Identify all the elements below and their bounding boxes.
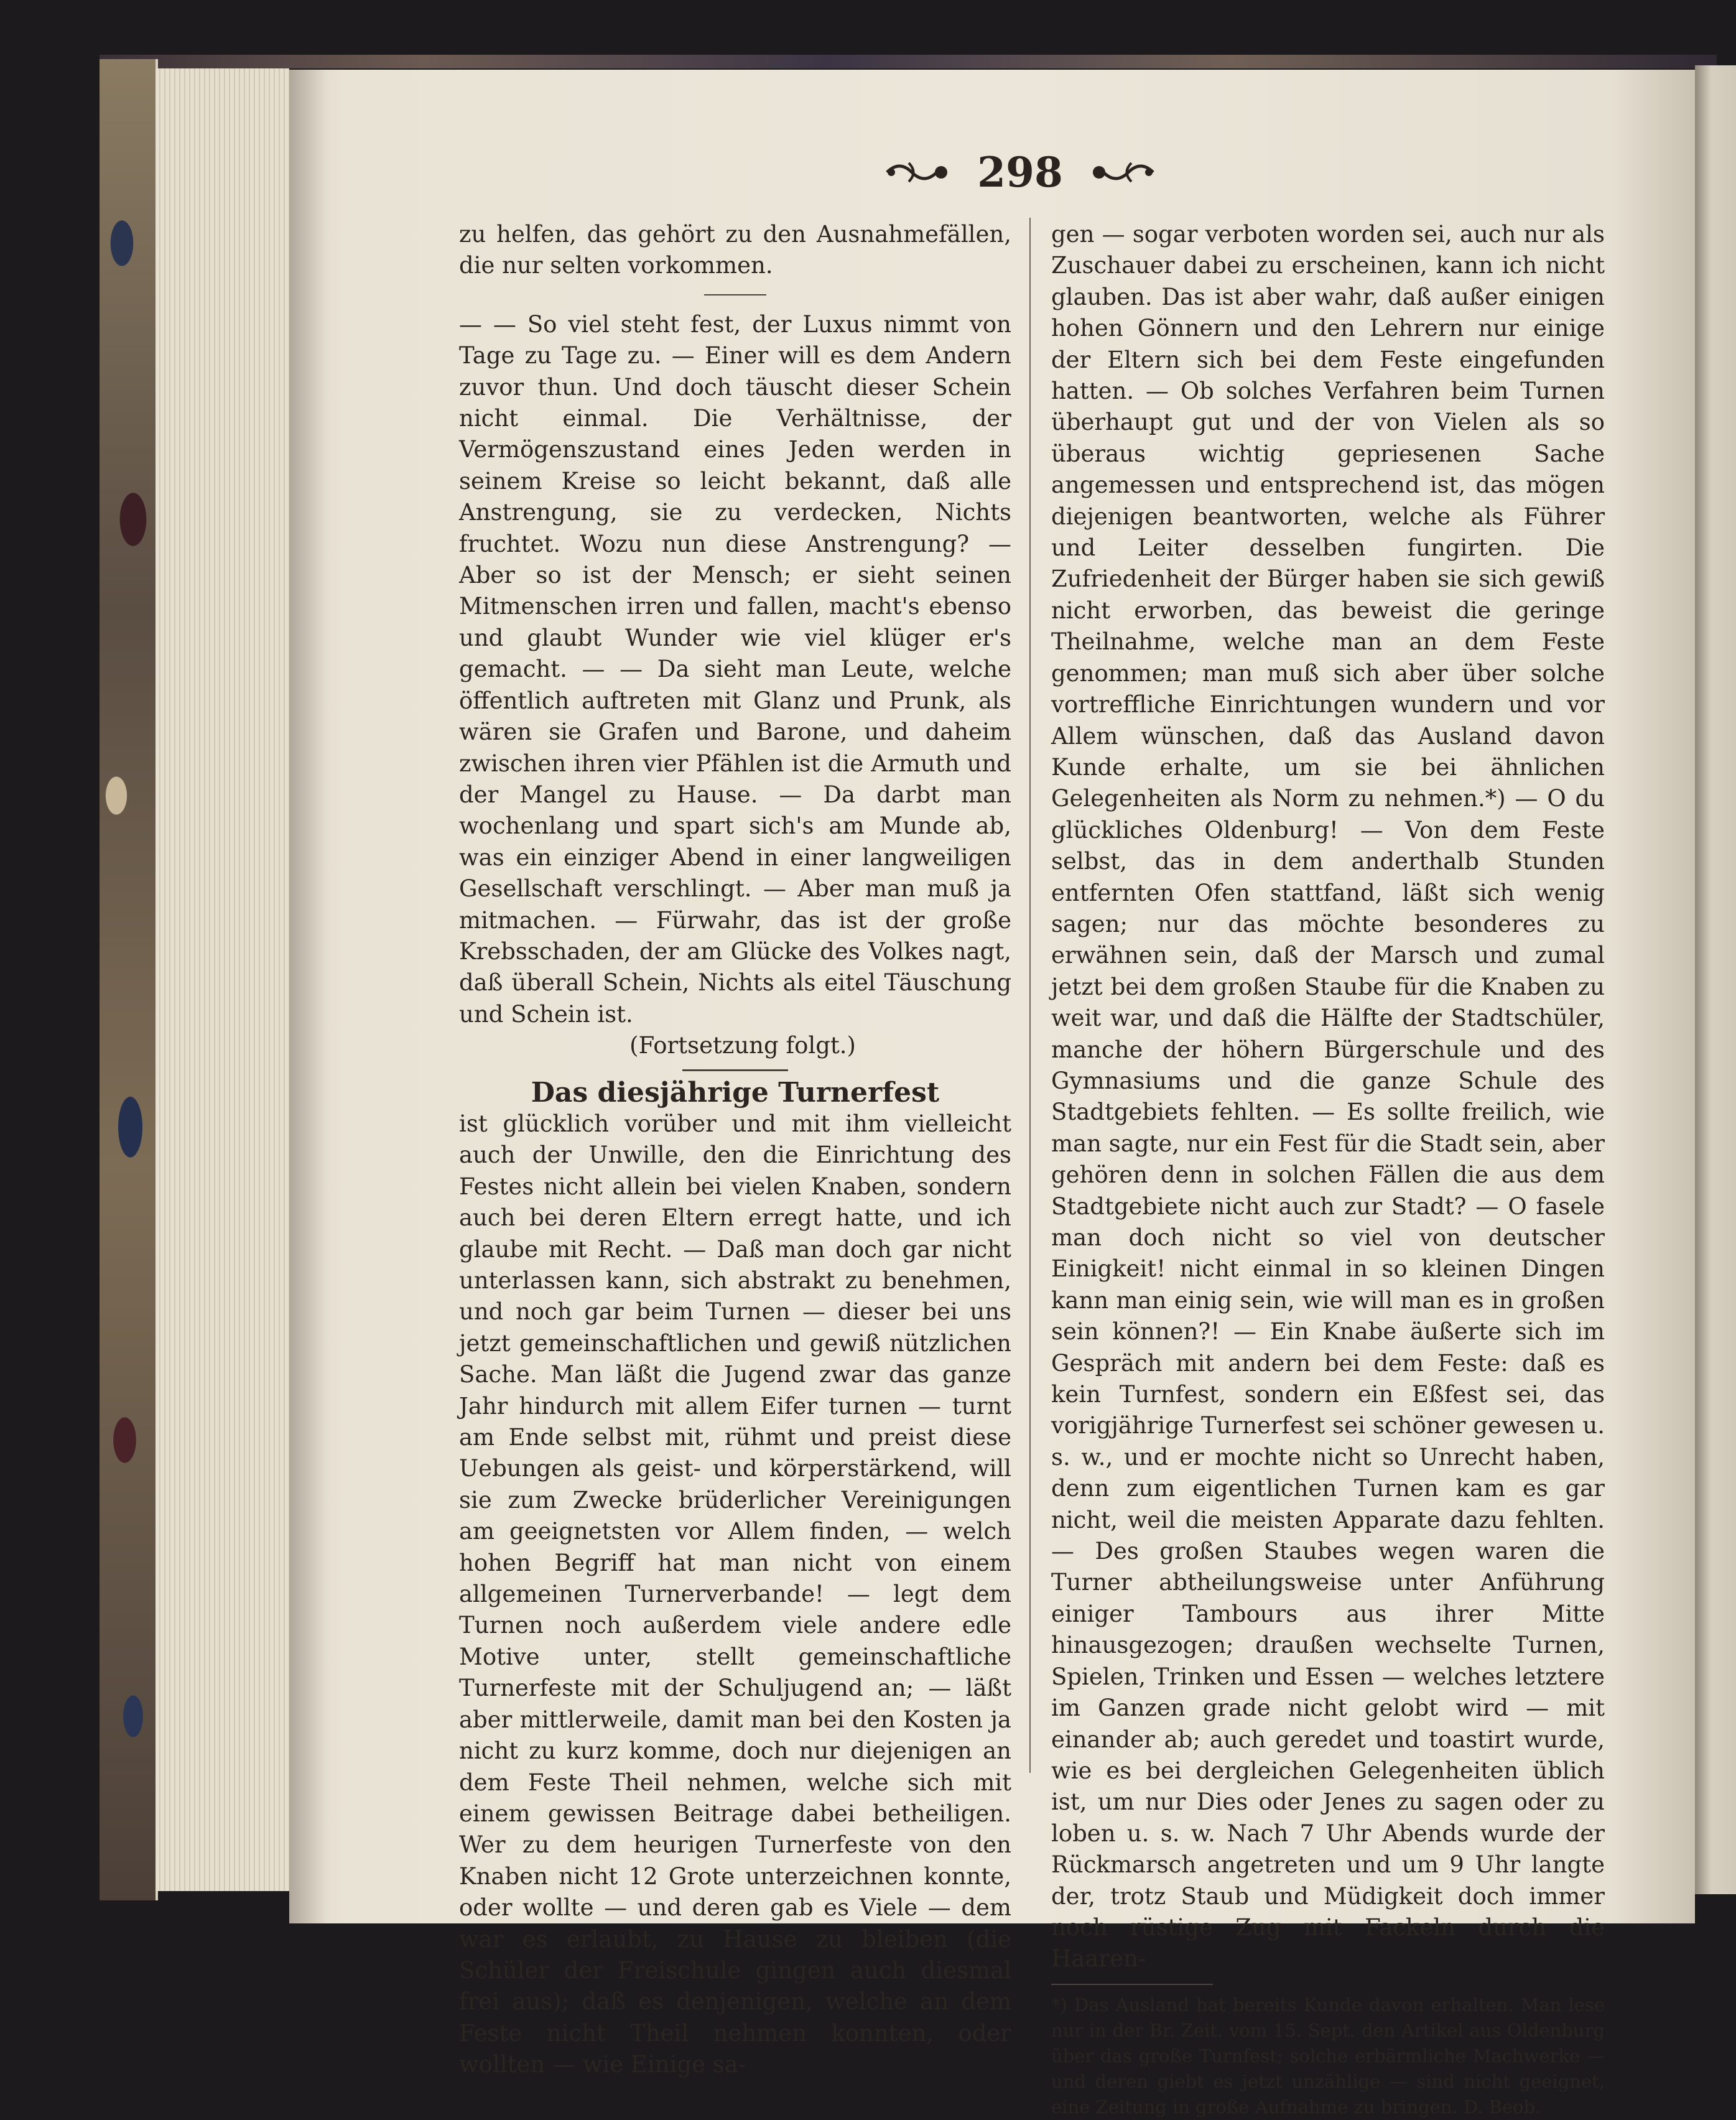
right-column (1051, 219, 1605, 2120)
continuation-note: (Fortsetzung folgt.) (629, 1032, 856, 1059)
page-header (858, 144, 1182, 200)
paragraph: ist glücklich vorüber und mit ihm vielleicht auch der Unwille, den die Einrichtung des Festes nicht allein bei vielen Knaben, sondern auch bei deren Eltern erregt hatte, und ich glaube mit Recht. — Daß man doch gar nicht unterlassen kann, sich abstrakt zu benehmen, und noch gar beim Turnen — dieser bei uns jetzt gemeinschaftlichen und gewiß nützlichen Sache. Man läßt die Jugend zwar das ganze Jahr hindurch mit allem Eifer turnen — turnt am Ende selbst mit, rühmt und preist diese Uebungen als geist- und körperstärkend, will sie zum Zwecke brüderlicher Vereinigungen am geeignetsten vor Allem finden, — welch hohen Begriff hat man nicht von einem allgemeinen Turnerverbande! — legt dem Turnen noch außerdem viele andere edle Motive unter, stellt gemeinschaftliche Turnerfeste mit der Schuljugend an; — läßt aber mittlerweile, damit man bei den Kosten ja nicht zu kurz komme, doch nur diejenigen an dem Feste Theil nehmen, welche sich mit einem gewissen Beitrage dabei betheiligen. Wer zu dem heurigen Turnerfeste von den Knaben nicht 12 Grote unterzeichnen konnte, oder wollte — und deren gab es Viele — dem war es erlaubt, zu Hause zu bleiben (die Schüler der Freischule gingen auch diesmal frei aus); daß es denjenigen, welche an dem Feste nicht Theil nehmen konnten, oder wollten — wie Einige sa- (459, 1110, 1011, 2078)
marbled-cover (100, 59, 158, 1900)
paragraph: — — So viel steht fest, der Luxus nimmt von Tage zu Tage zu. — Einer will es dem Andern zuvor thun. Und doch täuscht dieser Schein nicht einmal. Die Verhältnisse, der Vermögenszustand eines Jeden werden in seinem Kreise so leicht bekannt, daß alle Anstrengung, sie zu verdecken, Nichts fruchtet. Wozu nun diese Anstrengung? — Aber so ist der Mensch; er sieht seinen Mitmenschen irren und fallen, macht's ebenso und glaubt Wunder wie viel klüger er's gemacht. — — Da sieht man Leute, welche öffentlich auftreten mit Glanz und Prunk, als wären sie Grafen und Barone, und daheim zwischen ihren vier Pfählen ist die Armuth und der Mangel zu Hause. — Da darbt man wochenlang und spart sich's am Munde ab, was ein einziger Abend in einer langweiligen Gesellschaft verschlingt. — Aber man muß ja mitmachen. — Fürwahr, das ist der große Krebsschaden, der am Glücke des Volkes nagt, daß überall Schein, Nichts als eitel Täuschung und Schein ist. (459, 310, 1011, 1028)
book-cover-top (100, 55, 1717, 68)
page-number: 298 (977, 148, 1063, 197)
facing-page-edge (1695, 65, 1736, 1894)
footnote: *) Das Ausland hat bereits Kunde davon erhalten. Man lese nur in der Br. Zeit. vom 15. Sept. den Artikel aus Oldenburg über das große Turnfest; solche erbärmliche Machwerke — und deren giebt es jetzt unzählige — sind nicht geeignet, eine Zeitung in große Aufnahme zu bringen. D. Beob. (1051, 1994, 1605, 2118)
separator-rule (704, 294, 766, 295)
footnote-rule (1051, 1984, 1213, 1985)
separator-rule (682, 1069, 788, 1071)
page-edges (155, 68, 289, 1891)
left-ornament-icon (884, 157, 952, 188)
paragraph: gen — sogar verboten worden sei, auch nur als Zuschauer dabei zu erscheinen, kann ich nicht glauben. Das ist aber wahr, daß außer einigen hohen Gönnern und den Lehrern nur einige der Eltern sich bei dem Feste eingefunden hatten. — Ob solches Verfahren beim Turnen überhaupt gut und der von Vielen als so überaus wichtig gepriesenen Sache angemessen und entsprechend ist, das mögen diejenigen beantworten, welche als Führer und Leiter desselben fungirten. Die Zufriedenheit der Bürger haben sie sich gewiß nicht erworben, das beweist die geringe Theilnahme, welche man an dem Feste genommen; man muß sich aber über solche vortreffliche Einrichtungen wundern und vor Allem wünschen, daß das Ausland davon Kunde erhalte, um sie bei ähnlichen Gelegenheiten als Norm zu nehmen.*) — O du glückliches Oldenburg! — Von dem Feste selbst, das in dem anderthalb Stunden entfernten Ofen stattfand, läßt sich wenig sagen; nur das möchte besonderes zu erwähnen sein, daß der Marsch und zumal jetzt bei dem großen Staube für die Knaben zu weit war, und daß die Hälfte der Stadtschüler, manche der höhern Bürgerschule und des Gymnasiums und die ganze Schule des Stadtgebiets fehlten. — Es sollte freilich, wie man sagte, nur ein Fest für die Stadt sein, aber gehören denn in solchen Fällen die aus dem Stadtgebiete nicht auch zur Stadt? — O fasele man doch nicht so viel von deutscher Einigkeit! nicht einmal in so kleinen Dingen kann man einig sein, wie will man es in großen sein können?! — Ein Knabe äußerte sich im Gespräch mit andern bei dem Feste: daß es kein Turnfest, sondern ein Eßfest sei, das vorigjährige Turnerfest sei schöner gewesen u. s. w., und er mochte nicht so Unrecht haben, denn zum eigentlichen Turnen kam es gar nicht, weil die meisten Apparate dazu fehlten. — Des großen Staubes wegen waren die Turner abtheilungsweise unter Anführung einiger Tambours aus ihrer Mitte hinausgezogen; draußen wechselte Turnen, Spielen, Trinken und Essen — welches letztere im Ganzen grade nicht gelobt wird — mit einander ab; auch geredet und toastirt wurde, wie es bei dergleichen Gelegenheiten üblich ist, um nur Dies oder Jenes zu sagen oder zu loben u. s. w. Nach 7 Uhr Abends wurde der Rückmarsch angetreten und um 9 Uhr langte der, trotz Staub und Müdigkeit doch immer noch rüstige Zug mit Fackeln durch die Haaren- (1051, 221, 1605, 1973)
right-ornament-icon (1088, 157, 1156, 188)
article-heading: Das diesjährige Turnerfest (531, 1076, 940, 1109)
left-column (459, 219, 1011, 2081)
paragraph: zu helfen, das gehört zu den Ausnahmefällen, die nur selten vorkommen. (459, 221, 1011, 279)
column-divider (1029, 218, 1031, 1773)
gutter-shadow (289, 70, 327, 1923)
